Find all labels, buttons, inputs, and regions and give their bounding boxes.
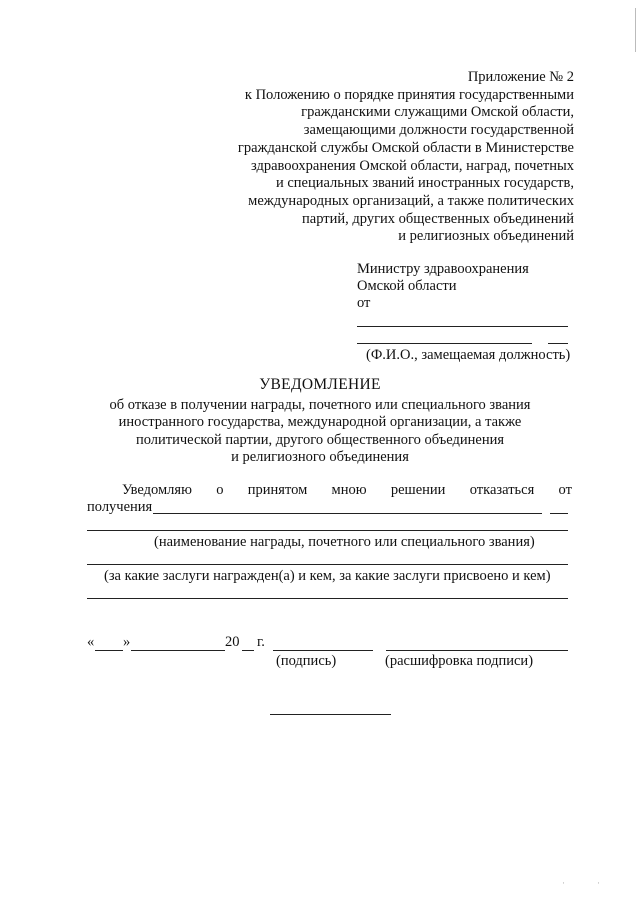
signature-blank-line bbox=[273, 650, 373, 651]
body-word: о bbox=[216, 482, 224, 498]
body-word: решении bbox=[390, 482, 446, 498]
notice-body-line bbox=[122, 482, 572, 499]
appendix-line: международных организаций, а также политических bbox=[248, 192, 574, 209]
body-word: мною bbox=[331, 482, 367, 498]
appendix-line: Приложение № 2 bbox=[467, 69, 574, 85]
notice-title: УВЕДОМЛЕНИЕ bbox=[259, 376, 381, 393]
appendix-line: и религиозных объединений bbox=[398, 228, 574, 245]
date-quote-open: « bbox=[87, 634, 95, 650]
appendix-line: здравоохранения Омской области, наград, почетных bbox=[250, 157, 574, 174]
notice-subtitle bbox=[0, 397, 640, 466]
appendix-line: и специальных званий иностранных государств, bbox=[275, 175, 574, 192]
addressee-from: от bbox=[357, 295, 371, 311]
scan-dot: · bbox=[597, 878, 600, 888]
decode-blank-line bbox=[386, 650, 568, 651]
addressee-line: Омской области bbox=[357, 278, 457, 294]
appendix-line: партий, других общественных объединений bbox=[302, 210, 574, 227]
closing-line bbox=[270, 714, 391, 715]
receiving-blank-line bbox=[153, 513, 542, 514]
scan-dot: · bbox=[562, 878, 565, 888]
decode-caption: (расшифровка подписи) bbox=[385, 653, 534, 669]
appendix-line: гражданскими служащими Омской области, bbox=[301, 104, 574, 121]
fio-blank-line bbox=[357, 343, 532, 344]
date-quote-close: » bbox=[123, 634, 131, 650]
signature-caption: (подпись) bbox=[276, 653, 337, 669]
subtitle-line: иностранного государства, международной организации, а также bbox=[118, 414, 522, 431]
appendix-line: замещающими должности государственной bbox=[303, 122, 574, 139]
addressee-line: Министру здравоохранения bbox=[357, 261, 529, 277]
appendix-line: к Положению о порядке принятия государственными bbox=[244, 86, 574, 103]
subtitle-line: политической партии, другого общественного объединения bbox=[135, 431, 505, 448]
year-prefix: 20 bbox=[225, 634, 240, 650]
scan-edge-mark bbox=[635, 8, 636, 52]
appendix-header bbox=[238, 69, 574, 246]
body-word: Уведомляю bbox=[122, 482, 192, 498]
fio-blank-line-tail bbox=[548, 343, 568, 344]
award-caption: (наименование награды, почетного или специального звания) bbox=[154, 534, 535, 550]
month-blank-line bbox=[131, 650, 225, 651]
award-blank-line bbox=[87, 530, 568, 531]
subtitle-line: об отказе в получении награды, почетного или специального звания bbox=[109, 397, 531, 413]
merits-caption: (за какие заслуги награжден(а) и кем, за какие заслуги присвоено и кем) bbox=[104, 568, 551, 584]
body-word: отказаться bbox=[469, 482, 535, 498]
day-blank-line bbox=[95, 650, 123, 651]
year-suffix: г. bbox=[257, 634, 265, 650]
merits-blank-line bbox=[87, 564, 568, 565]
year-blank-line bbox=[242, 650, 254, 651]
body-word: от bbox=[558, 482, 572, 498]
body-receiving: получения bbox=[87, 499, 153, 515]
subtitle-line: и религиозного объединения bbox=[231, 448, 409, 465]
fio-caption: (Ф.И.О., замещаемая должность) bbox=[366, 347, 571, 363]
from-blank-line bbox=[357, 326, 568, 327]
extra-blank-line bbox=[87, 598, 568, 599]
body-word: принятом bbox=[247, 482, 308, 498]
addressee-block bbox=[357, 261, 529, 312]
appendix-line: гражданской службы Омской области в Министерстве bbox=[237, 139, 574, 156]
receiving-blank-line-tail bbox=[550, 513, 568, 514]
